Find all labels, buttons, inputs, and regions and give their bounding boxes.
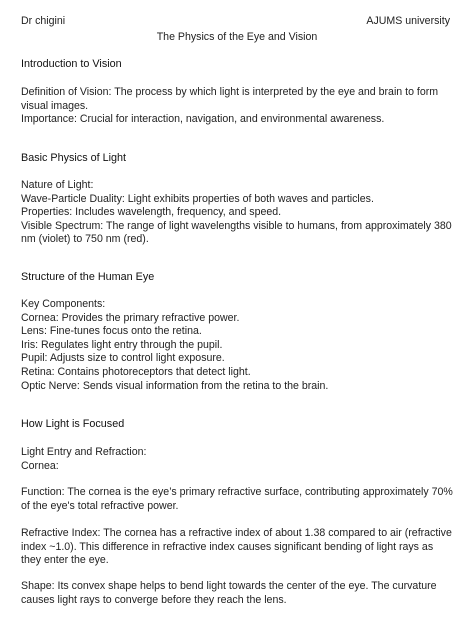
function-line: of the eye's total refractive power. (21, 499, 179, 512)
intro-paragraph (21, 86, 453, 127)
structure-line: Cornea: Provides the primary refractive power. (21, 311, 240, 324)
section-heading-focus: How Light is Focused (21, 418, 125, 430)
physics-line: nm (violet) to 750 nm (red). (21, 233, 149, 246)
author-name: Dr chigini (21, 15, 66, 27)
structure-line: Key Components: (21, 298, 106, 310)
intro-line: visual images. (21, 99, 89, 112)
index-line: they enter the eye. (21, 554, 109, 567)
structure-line: Retina: Contains photoreceptors that detect light. (21, 365, 251, 378)
focus-line: Cornea: (21, 459, 59, 472)
physics-paragraph (21, 179, 453, 247)
document-title: The Physics of the Eye and Vision (156, 31, 318, 43)
structure-line: Pupil: Adjusts size to control light exposure. (21, 352, 225, 365)
section-heading-structure: Structure of the Human Eye (21, 271, 155, 283)
focus-line: Light Entry and Refraction: (21, 446, 147, 458)
section-heading-physics: Basic Physics of Light (21, 152, 127, 164)
intro-line: Definition of Vision: The process by which light is interpreted by the eye and brain to form (21, 86, 439, 98)
structure-line: Optic Nerve: Sends visual information from the retina to the brain. (21, 379, 329, 392)
section-heading-intro: Introduction to Vision (21, 58, 122, 70)
institution-name: AJUMS university (366, 15, 450, 27)
structure-line: Iris: Regulates light entry through the pupil. (21, 338, 223, 351)
cornea-function-paragraph (21, 486, 453, 513)
focus-intro-paragraph (21, 446, 453, 473)
physics-line: Wave-Particle Duality: Light exhibits properties of both waves and particles. (21, 192, 374, 205)
shape-line: causes light rays to converge before they reach the lens. (21, 593, 287, 606)
function-line: Function: The cornea is the eye’s primary refractive surface, contributing approximately 70% (21, 486, 453, 498)
intro-line: Importance: Crucial for interaction, navigation, and environmental awareness. (21, 113, 385, 126)
cornea-shape-paragraph (21, 580, 453, 607)
physics-line: Nature of Light: (21, 179, 94, 191)
index-line: Refractive Index: The cornea has a refractive index of about 1.38 compared to air (refractive (21, 527, 452, 539)
physics-line: Properties: Includes wavelength, frequency, and speed. (21, 206, 282, 219)
shape-line: Shape: Its convex shape helps to bend light towards the center of the eye. The curvature (21, 580, 437, 592)
structure-line: Lens: Fine-tunes focus onto the retina. (21, 325, 202, 338)
physics-line: Visible Spectrum: The range of light wavelengths visible to humans, from approximately 380 (21, 219, 452, 232)
refractive-index-paragraph (21, 527, 453, 568)
index-line: index ~1.0). This difference in refractive index causes significant bending of light rays as (21, 540, 434, 553)
structure-paragraph (21, 298, 453, 393)
